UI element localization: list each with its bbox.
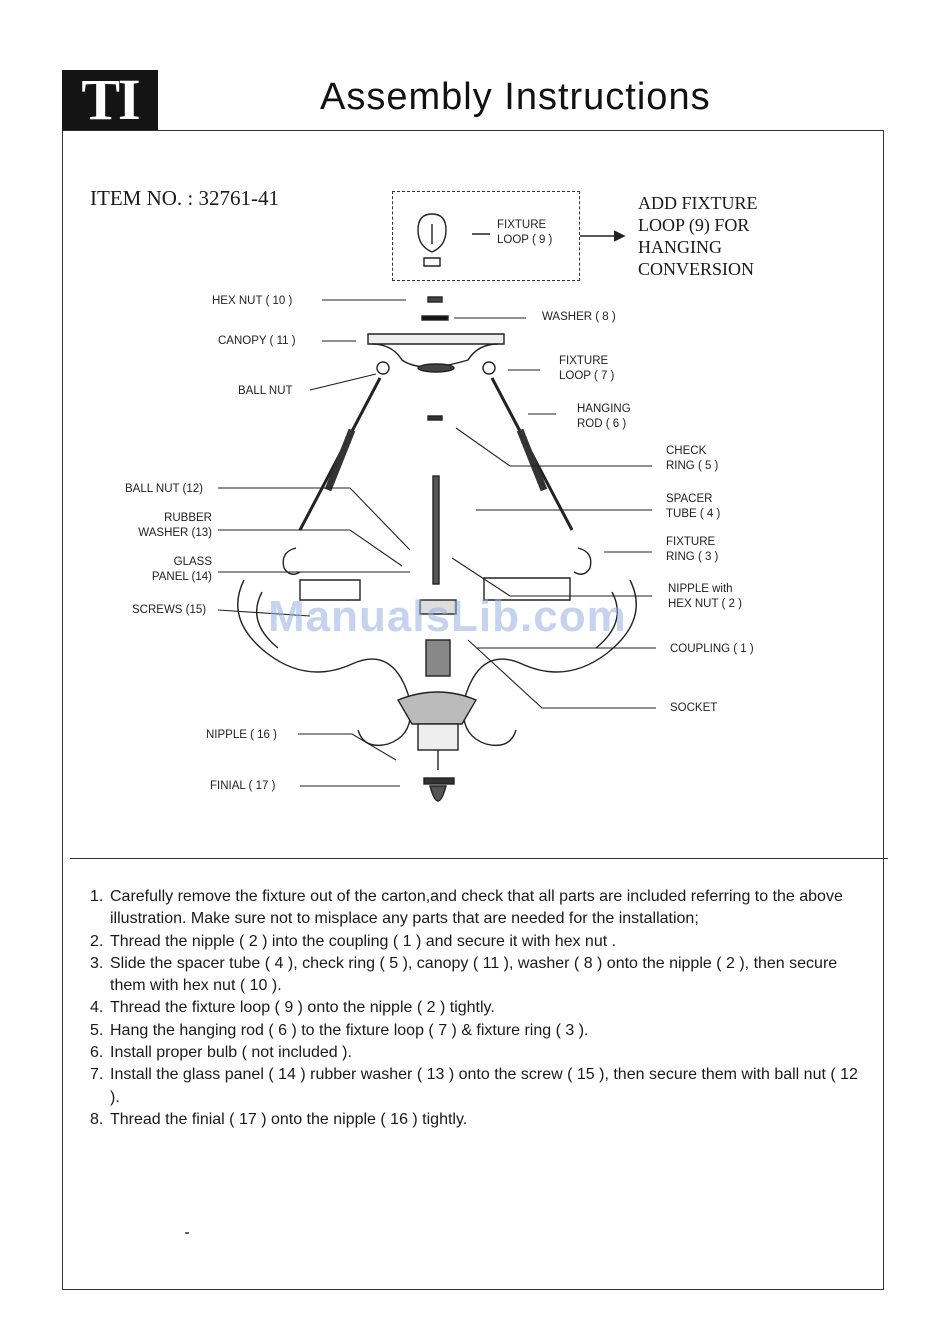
- instruction-step: 6. Install proper bulb ( not included ).: [90, 1044, 352, 1062]
- label-socket: SOCKET: [670, 702, 718, 714]
- brand-logo: TI: [62, 70, 158, 130]
- page-title: Assembly Instructions: [320, 76, 711, 118]
- label-fixture-ring: FIXTURE RING ( 3 ): [666, 536, 719, 563]
- instruction-step: 7. Install the glass panel ( 14 ) rubber washer ( 13 ) onto the screw ( 15 ), then secure them with ball nut ( 12 ).: [90, 1066, 858, 1106]
- instruction-step: 4. Thread the fixture loop ( 9 ) onto the nipple ( 2 ) tightly.: [90, 999, 495, 1017]
- label-nipple-16: NIPPLE ( 16 ): [206, 729, 277, 741]
- label-spacer-tube: SPACER TUBE ( 4 ): [666, 493, 721, 520]
- label-ball-nut: BALL NUT: [238, 385, 293, 397]
- item-number: ITEM NO. : 32761-41: [90, 186, 279, 210]
- label-washer: WASHER ( 8 ): [542, 311, 616, 323]
- conversion-note: ADD FIXTURE LOOP (9) FOR HANGING CONVERSION: [638, 193, 758, 279]
- label-ball-nut-12: BALL NUT (12): [125, 483, 203, 495]
- instruction-step: 8. Thread the finial ( 17 ) onto the nipple ( 16 ) tightly.: [90, 1110, 468, 1128]
- watermark: ManualsLib.com: [268, 592, 627, 641]
- scan-mark: [185, 1232, 189, 1234]
- label-canopy: CANOPY ( 11 ): [218, 335, 296, 347]
- label-screws: SCREWS (15): [132, 604, 207, 616]
- label-glass-panel: GLASS PANEL (14): [151, 556, 212, 583]
- instruction-step: 3. Slide the spacer tube ( 4 ), check ring ( 5 ), canopy ( 11 ), washer ( 8 ) onto the nipple ( 2 ), then secure them with hex nut ( 10 ).: [90, 954, 838, 995]
- inset-loop-label: FIXTURE LOOP ( 9 ): [497, 219, 553, 246]
- label-hanging-rod: HANGING ROD ( 6 ): [577, 403, 631, 430]
- instruction-step: 1. Carefully remove the fixture out of the carton,and check that all parts are included referring to the above illustration. Make sure not to misplace any parts that are needed for the installation;: [90, 888, 843, 928]
- label-rubber-washer: RUBBER WASHER (13): [138, 512, 212, 539]
- instruction-list: [90, 886, 870, 1131]
- label-fixture-loop: FIXTURE LOOP ( 7 ): [559, 355, 615, 382]
- label-nipple-hex-nut: NIPPLE with HEX NUT ( 2 ): [668, 583, 742, 610]
- label-check-ring: CHECK RING ( 5 ): [666, 445, 719, 472]
- instruction-step: 2. Thread the nipple ( 2 ) into the coupling ( 1 ) and secure it with hex nut .: [90, 932, 617, 950]
- instruction-step: 5. Hang the hanging rod ( 6 ) to the fixture loop ( 7 ) & fixture ring ( 3 ).: [90, 1021, 589, 1039]
- label-coupling: COUPLING ( 1 ): [670, 643, 754, 655]
- label-finial: FINIAL ( 17 ): [210, 780, 276, 792]
- label-hex-nut: HEX NUT ( 10 ): [212, 295, 293, 307]
